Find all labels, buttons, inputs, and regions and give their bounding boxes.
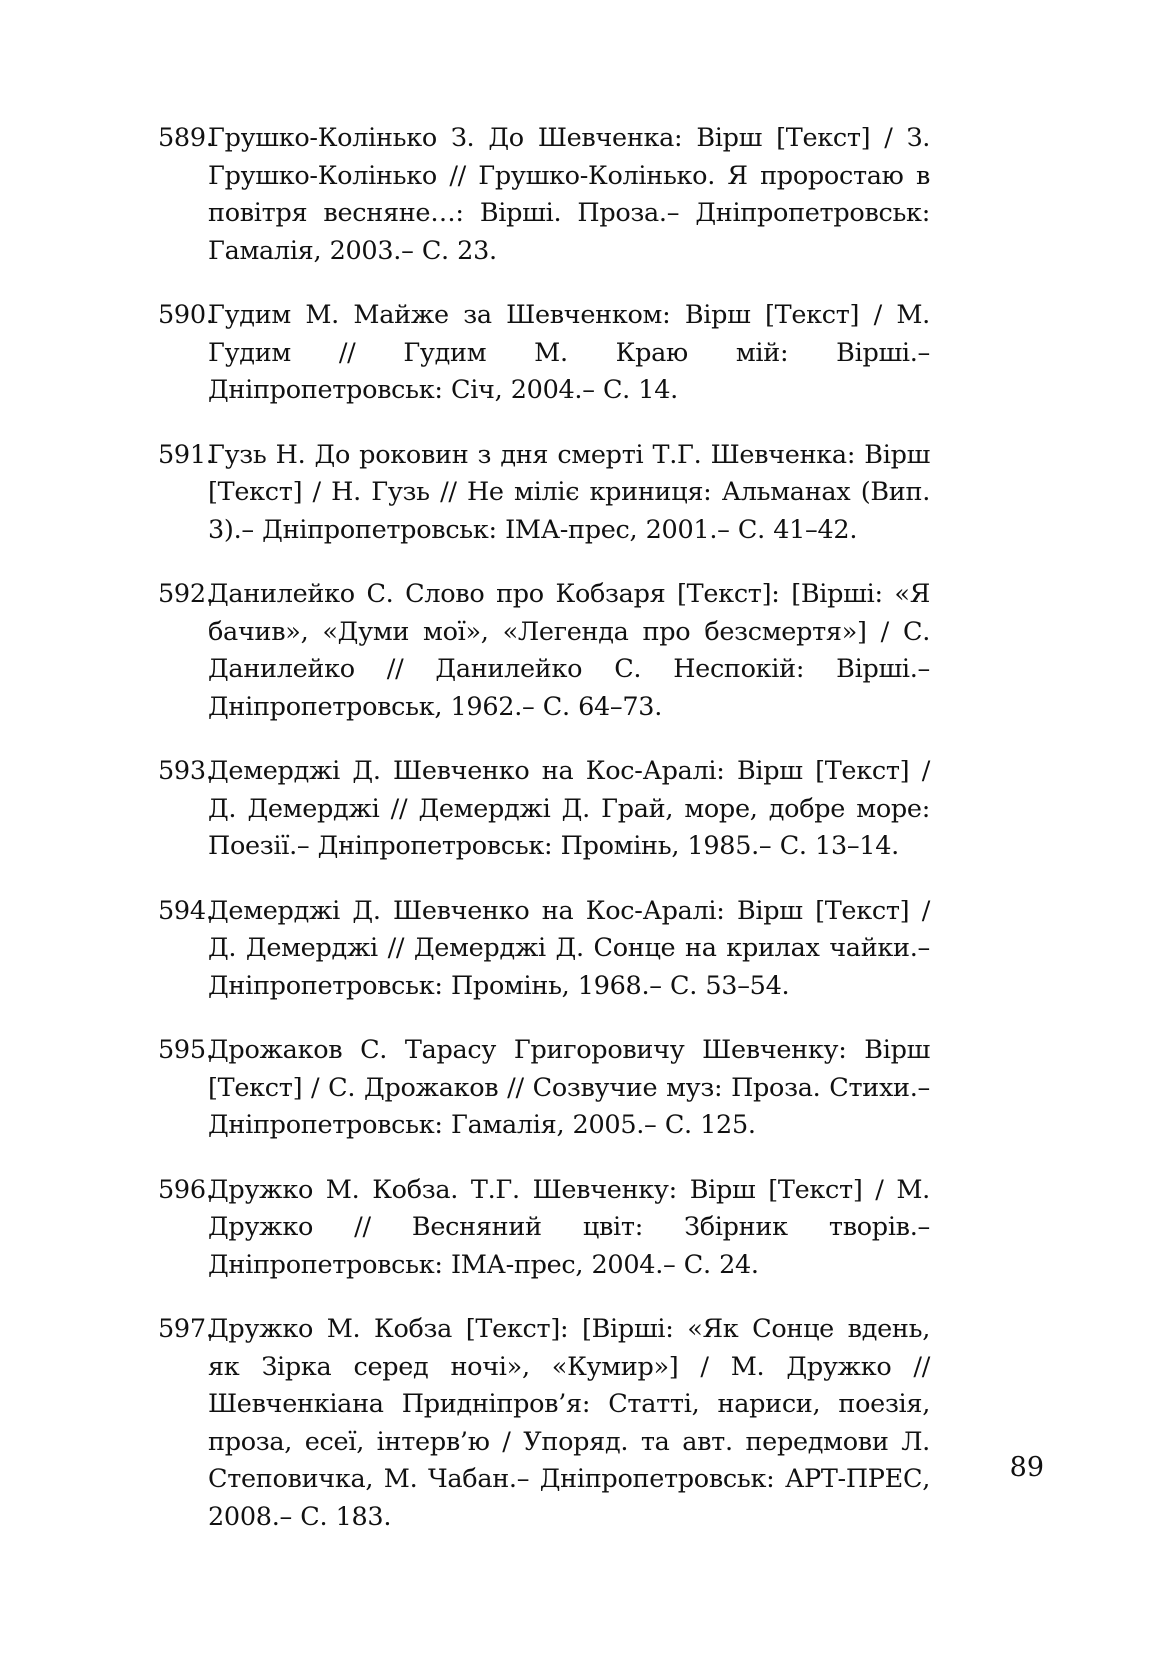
entry-number: 590. xyxy=(158,300,214,330)
entry-number: 589. xyxy=(158,123,214,153)
entry-text: Дрожаков С. Тарасу Григоровичу Шевченку: Вірш [Текст] / С. Дрожаков // Созвучие муз: Проза. Стихи.– Дніпропетровськ: Гамалія, 2005.– С. 125. xyxy=(208,1035,930,1140)
entry-number: 596. xyxy=(158,1174,214,1205)
bibliography-entry-591 xyxy=(158,437,930,550)
bibliography-entry-589 xyxy=(158,120,930,270)
entry-text: Дружко М. Кобза. Т.Г. Шевченку: Вірш [Текст] / М. Дружко // Весняний цвіт: Збірник творів.– Дніпропетровськ: ІМА-прес, 2004.– С. 24. xyxy=(208,1174,930,1280)
bibliography-entry-595 xyxy=(158,1032,930,1145)
entry-text: Грушко-Колінько З. До Шевченка: Вірш [Текст] / З. Грушко-Колінько // Грушко-Колінько. Я проростаю в повітря весняне…: Вірші. Проза.– Дніпропетровськ: Гамалія, 2003.– С. 23. xyxy=(208,123,930,266)
entry-number: 591. xyxy=(158,439,214,470)
entry-text: Демерджі Д. Шевченко на Кос-Аралі: Вірш [Текст] / Д. Демерджі // Демерджі Д. Грай, море, добре море: Поезії.– Дніпропетровськ: Промінь, 1985.– С. 13–14. xyxy=(208,756,930,861)
entry-text: Дружко М. Кобза [Текст]: [Вірші: «Як Сонце вдень, як Зірка серед ночі», «Кумир»] / М. Дружко // Шевченкіана Придніпров’я: Статті, нариси, поезія, проза, есеї, інтерв’ю / Упоряд. та авт. передмови Л. Степовичка, М. Чабан.– Дніпропетровськ: АРТ-ПРЕС, 2008.– С. 183. xyxy=(208,1314,930,1532)
bibliography-list xyxy=(158,120,930,1563)
bibliography-entry-596 xyxy=(158,1172,930,1285)
bibliography-entry-593 xyxy=(158,753,930,866)
bibliography-entry-597 xyxy=(158,1311,930,1536)
entry-number: 593. xyxy=(158,756,214,786)
entry-number: 597. xyxy=(158,1314,214,1344)
bibliography-entry-590 xyxy=(158,297,930,410)
bibliography-entry-594 xyxy=(158,893,930,1006)
entry-number: 595. xyxy=(158,1035,214,1065)
entry-text: Данилейко С. Слово про Кобзаря [Текст]: [Вірші: «Я бачив», «Думи мої», «Легенда про безсмертя»] / С. Данилейко // Данилейко С. Неспокій: Вірші.– Дніпропетровськ, 1962.– С. 64–73. xyxy=(208,579,930,722)
entry-text: Гудим М. Майже за Шевченком: Вірш [Текст] / М. Гудим // Гудим М. Краю мій: Вірші.– Дніпропетровськ: Січ, 2004.– С. 14. xyxy=(208,300,930,405)
entry-number: 594. xyxy=(158,895,214,926)
page-number: 89 xyxy=(1009,1452,1044,1483)
entry-text: Демерджі Д. Шевченко на Кос-Аралі: Вірш [Текст] / Д. Демерджі // Демерджі Д. Сонце на крилах чайки.– Дніпропетровськ: Промінь, 1968.– С. 53–54. xyxy=(208,895,930,1001)
entry-text: Гузь Н. До роковин з дня смерті Т.Г. Шевченка: Вірш [Текст] / Н. Гузь // Не міліє криниця: Альманах (Вип. 3).– Дніпропетровськ: ІМА-прес, 2001.– С. 41–42. xyxy=(208,439,930,545)
bibliography-entry-592 xyxy=(158,576,930,726)
entry-number: 592. xyxy=(158,579,214,609)
